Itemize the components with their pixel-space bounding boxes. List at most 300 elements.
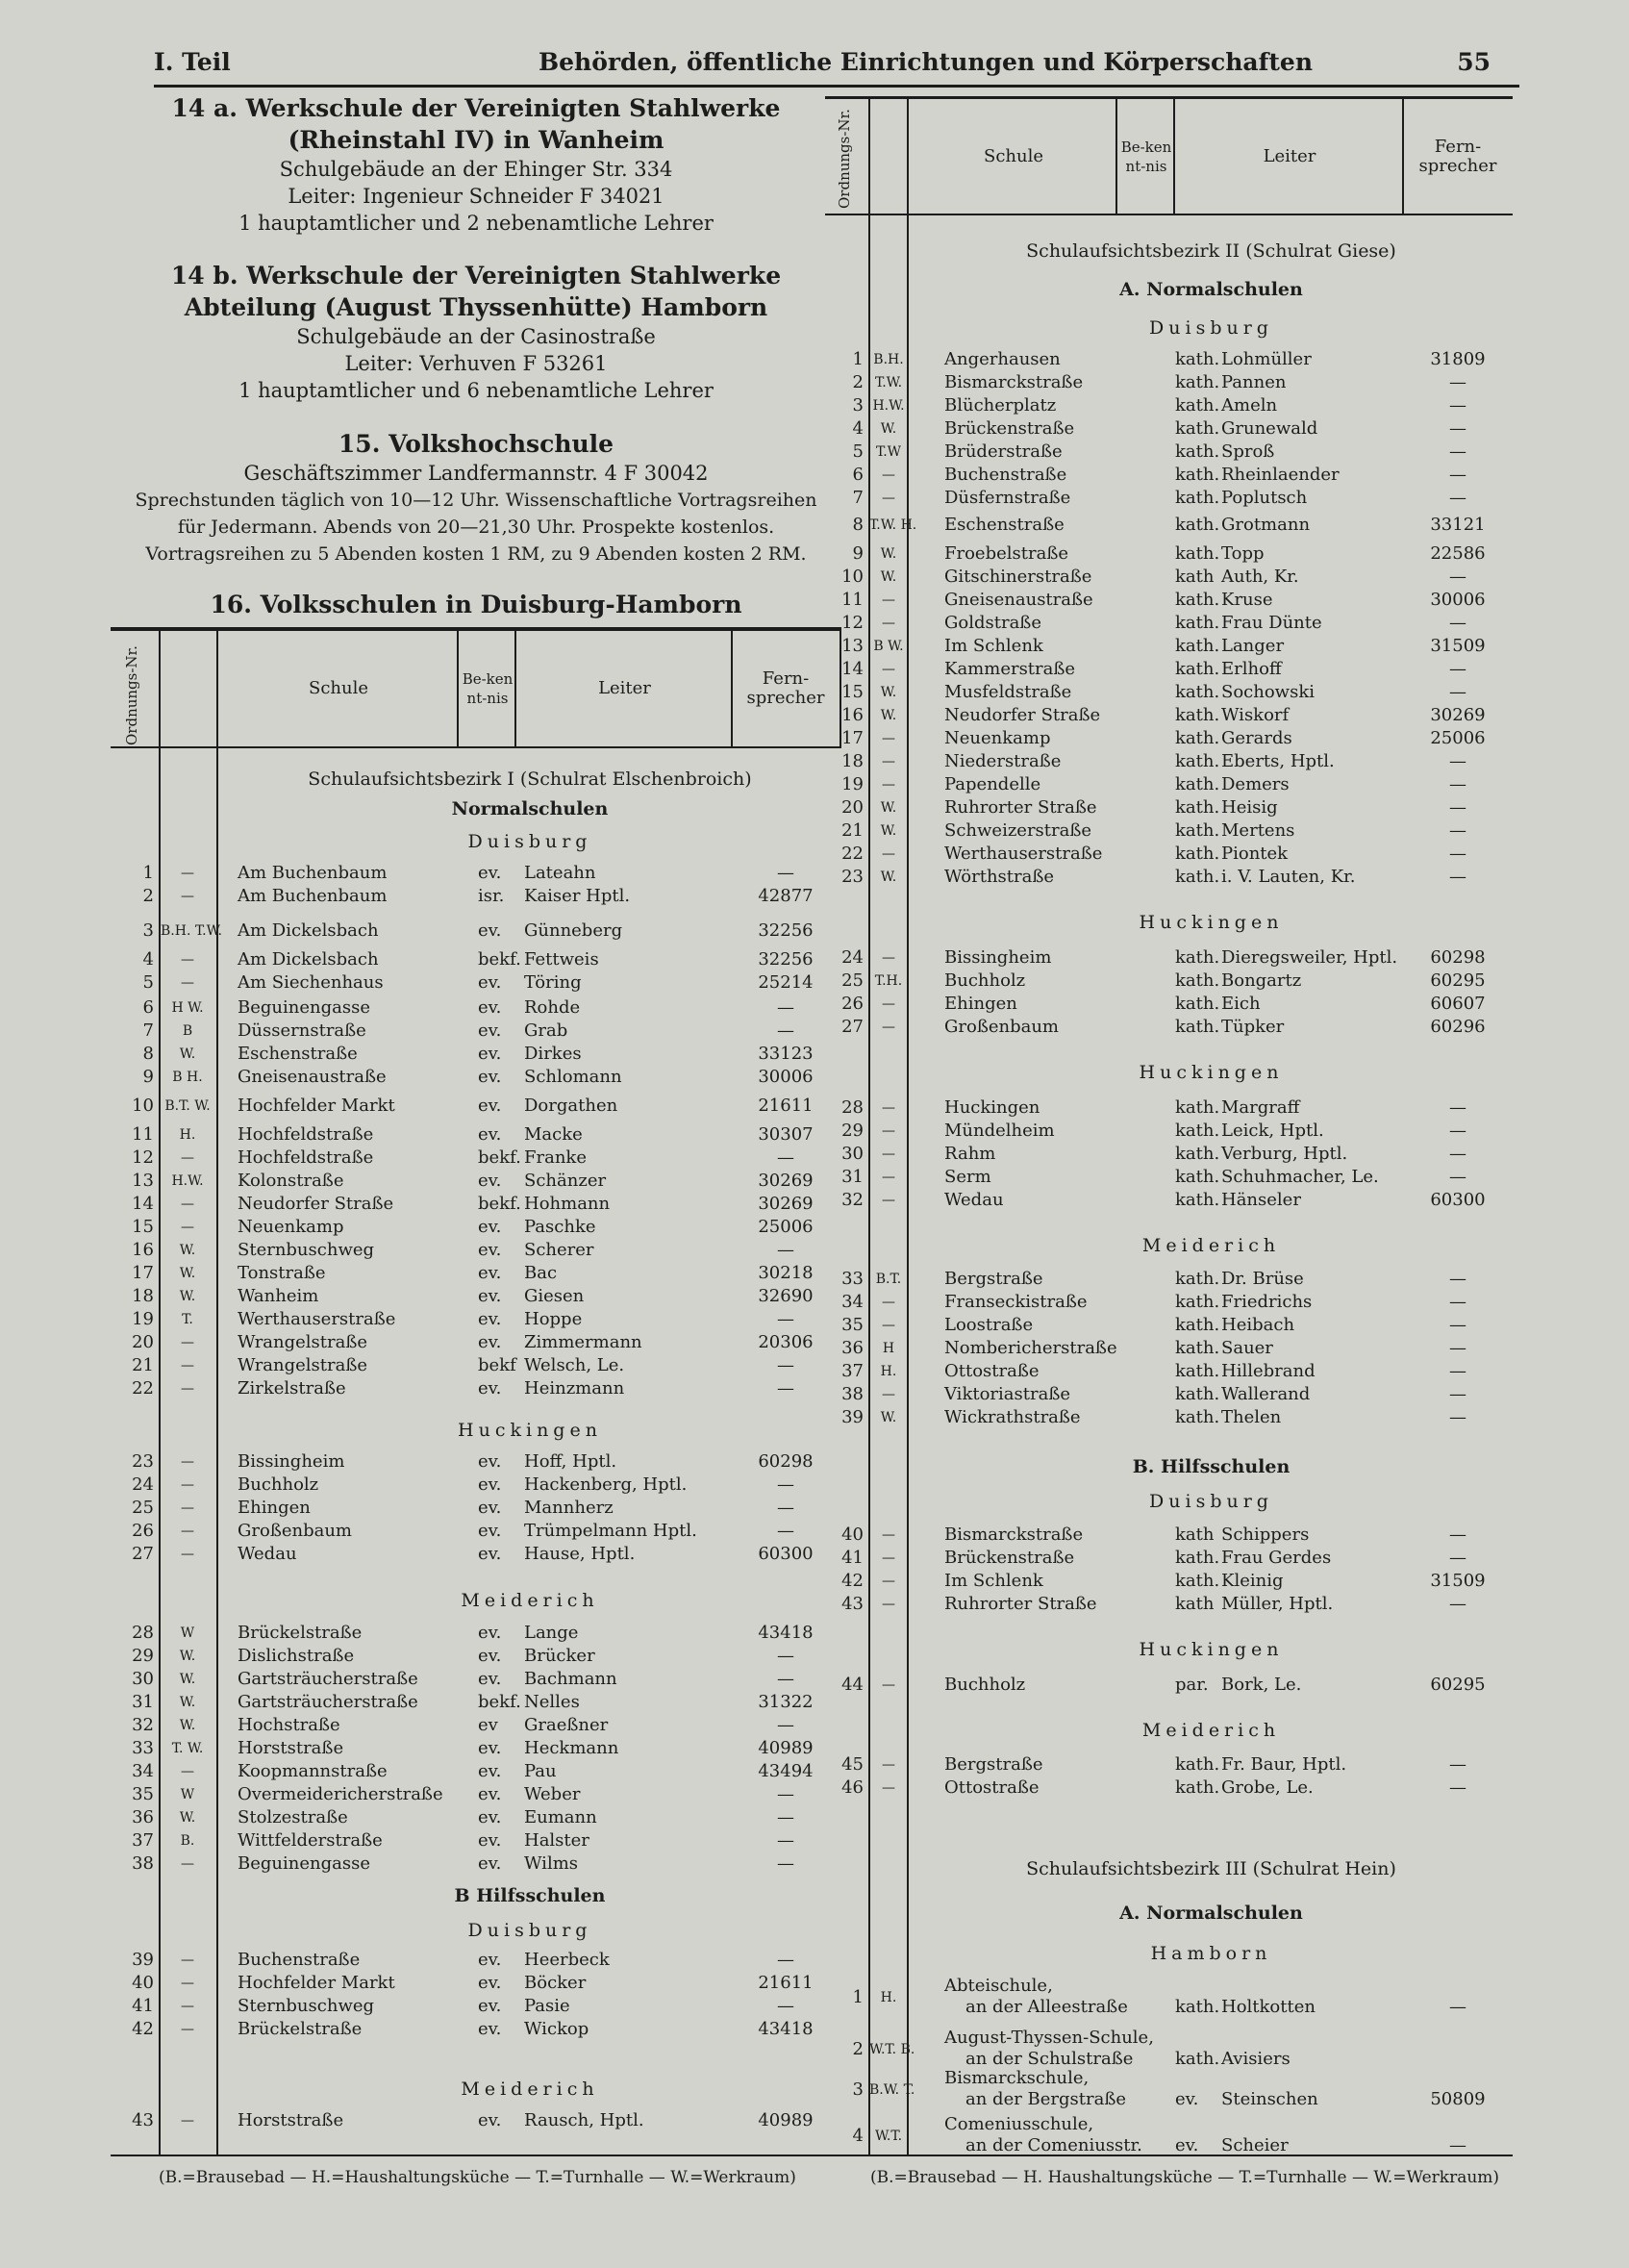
row-leader: Lohmüller xyxy=(1221,349,1312,369)
row-confession: kath. xyxy=(1175,682,1220,702)
row-facilities: — xyxy=(181,1381,194,1397)
table-row xyxy=(111,1949,841,1972)
row-confession: ev. xyxy=(478,997,502,1018)
row-facilities: — xyxy=(882,754,895,769)
row-school: Wanheim xyxy=(238,1286,319,1306)
row-confession: bekf xyxy=(478,1355,516,1375)
table-row xyxy=(825,866,1513,889)
header-leiter: Leiter xyxy=(1263,145,1316,166)
table-row xyxy=(825,542,1513,566)
row-confession: ev. xyxy=(478,972,502,993)
table-row xyxy=(111,1995,841,2018)
row-school: Werthauserstraße xyxy=(944,844,1103,864)
row-leader: Müller, Hptl. xyxy=(1221,1594,1334,1614)
row-school: Bismarckstraße xyxy=(944,1525,1084,1545)
header-rule xyxy=(154,85,1519,88)
row-confession: kath. xyxy=(1175,1190,1220,1210)
row-leader: Auth, Kr. xyxy=(1221,567,1299,587)
table-row xyxy=(111,1829,841,1852)
row-leader: Hänseler xyxy=(1221,1190,1301,1210)
row-leader: Eberts, Hptl. xyxy=(1221,751,1335,771)
table-row xyxy=(825,796,1513,819)
header-nr: Ordnungs-Nr. xyxy=(123,645,140,745)
row-phone: — xyxy=(777,1669,794,1689)
row-facilities: B.W. T. xyxy=(869,2082,915,2098)
row-confession: kath. xyxy=(1175,970,1220,991)
table-row xyxy=(111,920,841,943)
row-phone: — xyxy=(1449,1144,1466,1164)
row-confession: kath. xyxy=(1175,441,1220,462)
row-confession: kath. xyxy=(1175,1571,1220,1591)
row-number: 17 xyxy=(841,728,864,748)
row-leader: Piontek xyxy=(1221,844,1289,864)
row-confession: ev. xyxy=(478,1124,502,1145)
row-phone: — xyxy=(1449,682,1466,702)
row-facilities: W. xyxy=(880,823,897,839)
table-row xyxy=(825,658,1513,681)
row-confession: ev. xyxy=(478,1521,502,1541)
row-facilities: T.W. H. xyxy=(869,517,917,533)
row-facilities: — xyxy=(181,1856,194,1872)
section-heading: Duisburg xyxy=(1149,317,1273,339)
row-phone: — xyxy=(1449,844,1466,864)
row-number: 39 xyxy=(132,1950,154,1970)
table-row xyxy=(111,885,841,908)
row-confession: kath. xyxy=(1175,1269,1220,1289)
row-number: 3 xyxy=(142,920,154,941)
row-phone: 60300 xyxy=(1430,1190,1486,1210)
row-phone: — xyxy=(1449,2135,1466,2155)
row-number: 40 xyxy=(841,1525,864,1545)
row-school: Buchholz xyxy=(238,1474,319,1495)
row-phone: — xyxy=(777,1715,794,1735)
row-leader: Heckmann xyxy=(524,1738,619,1758)
section-heading: Schulaufsichtsbezirk II (Schulrat Giese) xyxy=(1026,240,1396,262)
row-facilities: W. xyxy=(880,546,897,562)
row-facilities: — xyxy=(882,1193,895,1208)
row-phone: — xyxy=(1449,797,1466,818)
row-confession: kath. xyxy=(1175,636,1220,656)
row-facilities: W. xyxy=(179,1289,196,1304)
row-school: Angerhausen xyxy=(944,349,1061,369)
table-row xyxy=(825,1570,1513,1593)
row-phone: 31509 xyxy=(1430,1571,1486,1591)
row-confession: kath. xyxy=(1175,1315,1220,1335)
table-row xyxy=(825,1777,1513,1800)
row-school: Papendelle xyxy=(944,774,1041,794)
row-school: Neuenkamp xyxy=(238,1217,344,1237)
row-school: Wittfelderstraße xyxy=(238,1830,383,1851)
row-facilities: — xyxy=(181,2022,194,2037)
table-row xyxy=(111,1474,841,1497)
row-number: 38 xyxy=(841,1384,864,1404)
header-bekenntnis: Be-kennt-nis xyxy=(1120,138,1172,175)
row-number: 44 xyxy=(841,1675,864,1695)
table-row xyxy=(825,635,1513,658)
row-number: 27 xyxy=(132,1544,154,1564)
row-facilities: — xyxy=(181,1547,194,1562)
row-phone: — xyxy=(1449,1338,1466,1358)
table-row xyxy=(825,727,1513,750)
row-phone: 60295 xyxy=(1430,970,1486,991)
row-facilities: — xyxy=(181,1150,194,1166)
row-facilities: W. xyxy=(179,1672,196,1687)
table-row xyxy=(825,514,1513,537)
row-confession: ev. xyxy=(478,1623,502,1643)
row-leader: Pasie xyxy=(524,1996,570,2016)
table-row xyxy=(111,1377,841,1400)
row-school: Beguinengasse xyxy=(238,1853,370,1874)
row-school: Großenbaum xyxy=(238,1521,353,1541)
row-number: 11 xyxy=(132,1124,154,1145)
row-leader: Dorgathen xyxy=(524,1096,618,1116)
row-leader: Kruse xyxy=(1221,590,1273,610)
row-confession: ev. xyxy=(478,1807,502,1827)
row-leader: Trümpelmann Hptl. xyxy=(524,1521,697,1541)
row-facilities: W. xyxy=(880,708,897,723)
table-row xyxy=(825,773,1513,796)
row-phone: 33123 xyxy=(758,1044,814,1064)
row-number: 9 xyxy=(142,1067,154,1087)
row-phone: — xyxy=(777,1996,794,2016)
row-school: Neudorfer Straße xyxy=(238,1194,394,1214)
row-leader: Frau Dünte xyxy=(1221,613,1322,633)
row-facilities: — xyxy=(181,2113,194,2129)
table-row xyxy=(825,1120,1513,1143)
row-number: 45 xyxy=(841,1754,864,1775)
row-phone: — xyxy=(1449,751,1466,771)
row-school: Wickrathstraße xyxy=(944,1407,1081,1427)
table-row xyxy=(111,1170,841,1193)
table-row xyxy=(825,1189,1513,1212)
row-phone: — xyxy=(1449,1754,1466,1775)
row-phone: — xyxy=(1449,1361,1466,1381)
row-confession: ev. xyxy=(478,1378,502,1399)
row-leader: Pannen xyxy=(1221,372,1287,392)
row-leader: Rausch, Hptl. xyxy=(524,2110,644,2130)
row-number: 18 xyxy=(132,1286,154,1306)
row-phone: 60295 xyxy=(1430,1675,1486,1695)
row-facilities: — xyxy=(181,975,194,991)
row-phone: 30006 xyxy=(758,1067,814,1087)
section-14b-leader: Leiter: Verhuven F 53261 xyxy=(344,352,608,375)
row-number: 24 xyxy=(841,947,864,968)
row-phone: 25214 xyxy=(758,972,814,993)
section-15-prices: Vortragsreihen zu 5 Abenden kosten 1 RM, zu 9 Abenden kosten 2 RM. xyxy=(145,543,807,565)
row-school: Dislichstraße xyxy=(238,1646,355,1666)
row-facilities: W. xyxy=(179,1810,196,1826)
row-leader: Thelen xyxy=(1221,1407,1282,1427)
row-facilities: W. xyxy=(179,1266,196,1281)
row-confession: kath xyxy=(1175,567,1215,587)
row-phone: — xyxy=(777,1853,794,1874)
row-number: 28 xyxy=(841,1097,864,1118)
row-number: 38 xyxy=(132,1853,154,1874)
row-number: 16 xyxy=(132,1240,154,1260)
row-number: 20 xyxy=(841,797,864,818)
row-school: Bergstraße xyxy=(944,1754,1043,1775)
table-row xyxy=(111,1308,841,1331)
section-heading: Duisburg xyxy=(467,1920,592,1941)
row-phone: — xyxy=(1449,1121,1466,1141)
row-number: 32 xyxy=(132,1715,154,1735)
row-school: Gitschinerstraße xyxy=(944,567,1092,587)
row-number: 39 xyxy=(841,1407,864,1427)
header-fern: Fern-sprecher xyxy=(1418,136,1497,176)
row-phone: — xyxy=(1449,1594,1466,1614)
row-leader: Hohmann xyxy=(524,1194,611,1214)
table-row xyxy=(111,1193,841,1216)
table-row xyxy=(825,1143,1513,1166)
row-facilities: W xyxy=(180,1625,195,1641)
row-number: 42 xyxy=(132,2019,154,2039)
row-confession: kath. xyxy=(1175,1144,1220,1164)
row-school: Am Siechenhaus xyxy=(238,972,384,993)
row-phone: — xyxy=(1449,774,1466,794)
section-14a-title: 14 a. Werkschule der Vereinigten Stahlwerke xyxy=(171,94,781,122)
row-leader: Grobe, Le. xyxy=(1221,1777,1314,1798)
table-row xyxy=(825,1096,1513,1120)
table-row xyxy=(111,1783,841,1806)
row-phone: — xyxy=(1449,1548,1466,1568)
row-confession: ev. xyxy=(478,1474,502,1495)
table-row xyxy=(825,566,1513,589)
row-school: Düsfernstraße xyxy=(944,488,1071,508)
row-number: 13 xyxy=(841,636,864,656)
table-row xyxy=(111,1645,841,1668)
row-phone: — xyxy=(1449,1384,1466,1404)
row-number: 5 xyxy=(852,441,864,462)
table-row xyxy=(111,1262,841,1285)
row-confession: ev. xyxy=(478,1544,502,1564)
row-leader: Heinzmann xyxy=(524,1378,625,1399)
section-14a-leader: Leiter: Ingenieur Schneider F 34021 xyxy=(288,185,664,208)
row-phone: — xyxy=(1449,659,1466,679)
table-row xyxy=(825,2114,1513,2162)
row-phone: — xyxy=(777,1784,794,1804)
row-number: 22 xyxy=(841,844,864,864)
section-14b-teachers: 1 hauptamtlicher und 6 nebenamtliche Lehrer xyxy=(238,379,714,402)
row-number: 37 xyxy=(132,1830,154,1851)
row-confession: ev. xyxy=(478,1950,502,1970)
section-heading: Normalschulen xyxy=(451,798,609,819)
section-14b-building: Schulgebäude an der Casinostraße xyxy=(296,325,656,348)
row-phone: — xyxy=(777,1378,794,1399)
row-leader: Fr. Baur, Hptl. xyxy=(1221,1754,1347,1775)
row-leader: Wiskorf xyxy=(1221,705,1290,725)
row-facilities: — xyxy=(882,1597,895,1612)
row-school: Brückenstraße xyxy=(944,1548,1075,1568)
table-row xyxy=(111,1691,841,1714)
table-row xyxy=(825,1166,1513,1189)
row-facilities: — xyxy=(882,950,895,966)
row-confession: ev. xyxy=(478,1669,502,1689)
row-school: Ehingen xyxy=(238,1498,311,1518)
row-facilities: T.H. xyxy=(874,973,903,989)
table-row xyxy=(111,862,841,885)
row-facilities: — xyxy=(181,1524,194,1539)
row-confession: ev. xyxy=(1175,2135,1199,2155)
row-leader: Holtkotten xyxy=(1221,1997,1316,2017)
table-row xyxy=(111,1668,841,1691)
row-confession: ev. xyxy=(478,2019,502,2039)
row-facilities: — xyxy=(882,467,895,483)
row-number: 36 xyxy=(132,1807,154,1827)
row-confession: ev. xyxy=(478,1996,502,2016)
table-row xyxy=(825,946,1513,970)
row-leader: Giesen xyxy=(524,1286,585,1306)
row-number: 2 xyxy=(852,2039,864,2059)
section-heading: A. Normalschulen xyxy=(1119,279,1303,300)
row-leader: Leick, Hptl. xyxy=(1221,1121,1324,1141)
row-school: Im Schlenk xyxy=(944,1571,1043,1591)
row-facilities: — xyxy=(882,1123,895,1139)
section-heading: Meiderich xyxy=(1141,1235,1281,1256)
row-leader: Sauer xyxy=(1221,1338,1273,1358)
row-facilities: — xyxy=(181,1976,194,1991)
row-number: 35 xyxy=(841,1315,864,1335)
row-leader: Rohde xyxy=(524,997,581,1018)
row-leader: Schlomann xyxy=(524,1067,622,1087)
row-phone: 30269 xyxy=(758,1194,814,1214)
row-leader: Topp xyxy=(1221,543,1265,564)
row-number: 36 xyxy=(841,1338,864,1358)
row-leader: Demers xyxy=(1221,774,1290,794)
row-number: 46 xyxy=(841,1777,864,1798)
row-confession: ev. xyxy=(1175,2089,1199,2109)
row-confession: kath. xyxy=(1175,1361,1220,1381)
row-number: 28 xyxy=(132,1623,154,1643)
row-number: 17 xyxy=(132,1263,154,1283)
row-facilities: — xyxy=(882,731,895,746)
row-confession: ev. xyxy=(478,1217,502,1237)
row-facilities: — xyxy=(181,889,194,904)
table-row xyxy=(825,1360,1513,1383)
section-14a-teachers: 1 hauptamtlicher und 2 nebenamtliche Lehrer xyxy=(238,212,714,235)
table-row xyxy=(825,843,1513,866)
row-school: Gneisenaustraße xyxy=(944,590,1093,610)
row-facilities: H.W. xyxy=(171,1173,204,1189)
section-16-title: 16. Volksschulen in Duisburg-Hamborn xyxy=(210,591,742,618)
row-phone: 43418 xyxy=(758,2019,814,2039)
row-confession: ev. xyxy=(478,1830,502,1851)
row-number: 34 xyxy=(132,1761,154,1781)
row-confession: kath. xyxy=(1175,1384,1220,1404)
section-14a-title-2: (Rheinstahl IV) in Wanheim xyxy=(288,126,664,154)
row-leader: Dirkes xyxy=(524,1044,582,1064)
row-number: 25 xyxy=(841,970,864,991)
row-number: 15 xyxy=(132,1217,154,1237)
table-row xyxy=(825,1337,1513,1360)
row-school: Goldstraße xyxy=(944,613,1041,633)
row-phone: 32256 xyxy=(758,920,814,941)
row-school: Brückelstraße xyxy=(238,1623,363,1643)
row-school: Wedau xyxy=(944,1190,1004,1210)
section-14b-title-2: Abteilung (August Thyssenhütte) Hamborn xyxy=(184,293,768,321)
row-school: Rahm xyxy=(944,1144,996,1164)
row-confession: kath. xyxy=(1175,1121,1220,1141)
row-facilities: — xyxy=(882,1757,895,1773)
row-facilities: W. xyxy=(880,569,897,585)
row-number: 19 xyxy=(841,774,864,794)
row-facilities: — xyxy=(882,1020,895,1035)
row-number: 14 xyxy=(841,659,864,679)
row-confession: kath. xyxy=(1175,465,1220,485)
table-row xyxy=(111,948,841,971)
table-row xyxy=(825,1593,1513,1616)
row-number: 25 xyxy=(132,1498,154,1518)
row-facilities: — xyxy=(882,491,895,506)
section-15 xyxy=(111,428,841,567)
row-facilities: — xyxy=(882,1100,895,1116)
section-15-hours: Sprechstunden täglich von 10—12 Uhr. Wissenschaftliche Vortragsreihen xyxy=(135,490,817,511)
row-school: Niederstraße xyxy=(944,751,1062,771)
row-number: 7 xyxy=(852,488,864,508)
row-phone: 40989 xyxy=(758,2110,814,2130)
row-school: Schweizerstraße xyxy=(944,820,1092,841)
row-phone: — xyxy=(1449,1292,1466,1312)
table-row xyxy=(825,681,1513,704)
row-leader: Langer xyxy=(1221,636,1285,656)
row-number: 4 xyxy=(852,418,864,439)
row-number: 21 xyxy=(841,820,864,841)
row-facilities: — xyxy=(181,1953,194,1968)
table-row xyxy=(825,819,1513,843)
section-14b-title: 14 b. Werkschule der Vereinigten Stahlwerke xyxy=(170,262,782,290)
row-leader: Frau Gerdes xyxy=(1221,1548,1332,1568)
row-phone: 21611 xyxy=(758,1096,814,1116)
row-school: Brückelstraße xyxy=(238,2019,363,2039)
table-row xyxy=(111,1806,841,1829)
row-facilities: H. xyxy=(179,1127,196,1143)
row-facilities: T.W xyxy=(875,444,902,460)
row-number: 7 xyxy=(142,1021,154,1041)
row-confession: bekf. xyxy=(478,949,521,970)
row-number: 37 xyxy=(841,1361,864,1381)
row-facilities: W. xyxy=(880,869,897,885)
row-phone: 31809 xyxy=(1430,349,1486,369)
row-number: 8 xyxy=(142,1044,154,1064)
row-confession: kath. xyxy=(1175,349,1220,369)
row-phone: — xyxy=(777,1309,794,1329)
table-row xyxy=(825,1268,1513,1291)
row-school: Sternbuschweg xyxy=(238,1996,375,2016)
row-facilities: W xyxy=(180,1787,195,1802)
row-confession: kath. xyxy=(1175,395,1220,416)
row-school: Brüderstraße xyxy=(944,441,1063,462)
row-confession: ev. xyxy=(478,1021,502,1041)
section-heading: Huckingen xyxy=(1139,1639,1284,1660)
row-phone: — xyxy=(1449,418,1466,439)
row-phone: 60296 xyxy=(1430,1017,1486,1037)
row-number: 42 xyxy=(841,1571,864,1591)
row-number: 8 xyxy=(852,515,864,535)
row-phone: — xyxy=(777,1521,794,1541)
row-leader: Günneberg xyxy=(524,920,623,941)
row-phone: — xyxy=(777,1147,794,1168)
row-school: Eschenstraße xyxy=(944,515,1065,535)
row-leader: Schänzer xyxy=(524,1171,607,1191)
row-facilities: B.T. W. xyxy=(164,1098,211,1114)
row-phone: — xyxy=(1449,1097,1466,1118)
row-school: Overmeidericherstraße xyxy=(238,1784,443,1804)
row-confession: kath. xyxy=(1175,418,1220,439)
row-phone: 40989 xyxy=(758,1738,814,1758)
row-confession: ev. xyxy=(478,1286,502,1306)
row-facilities: — xyxy=(882,616,895,631)
row-leader: Grotmann xyxy=(1221,515,1311,535)
row-confession: ev. xyxy=(478,1171,502,1191)
